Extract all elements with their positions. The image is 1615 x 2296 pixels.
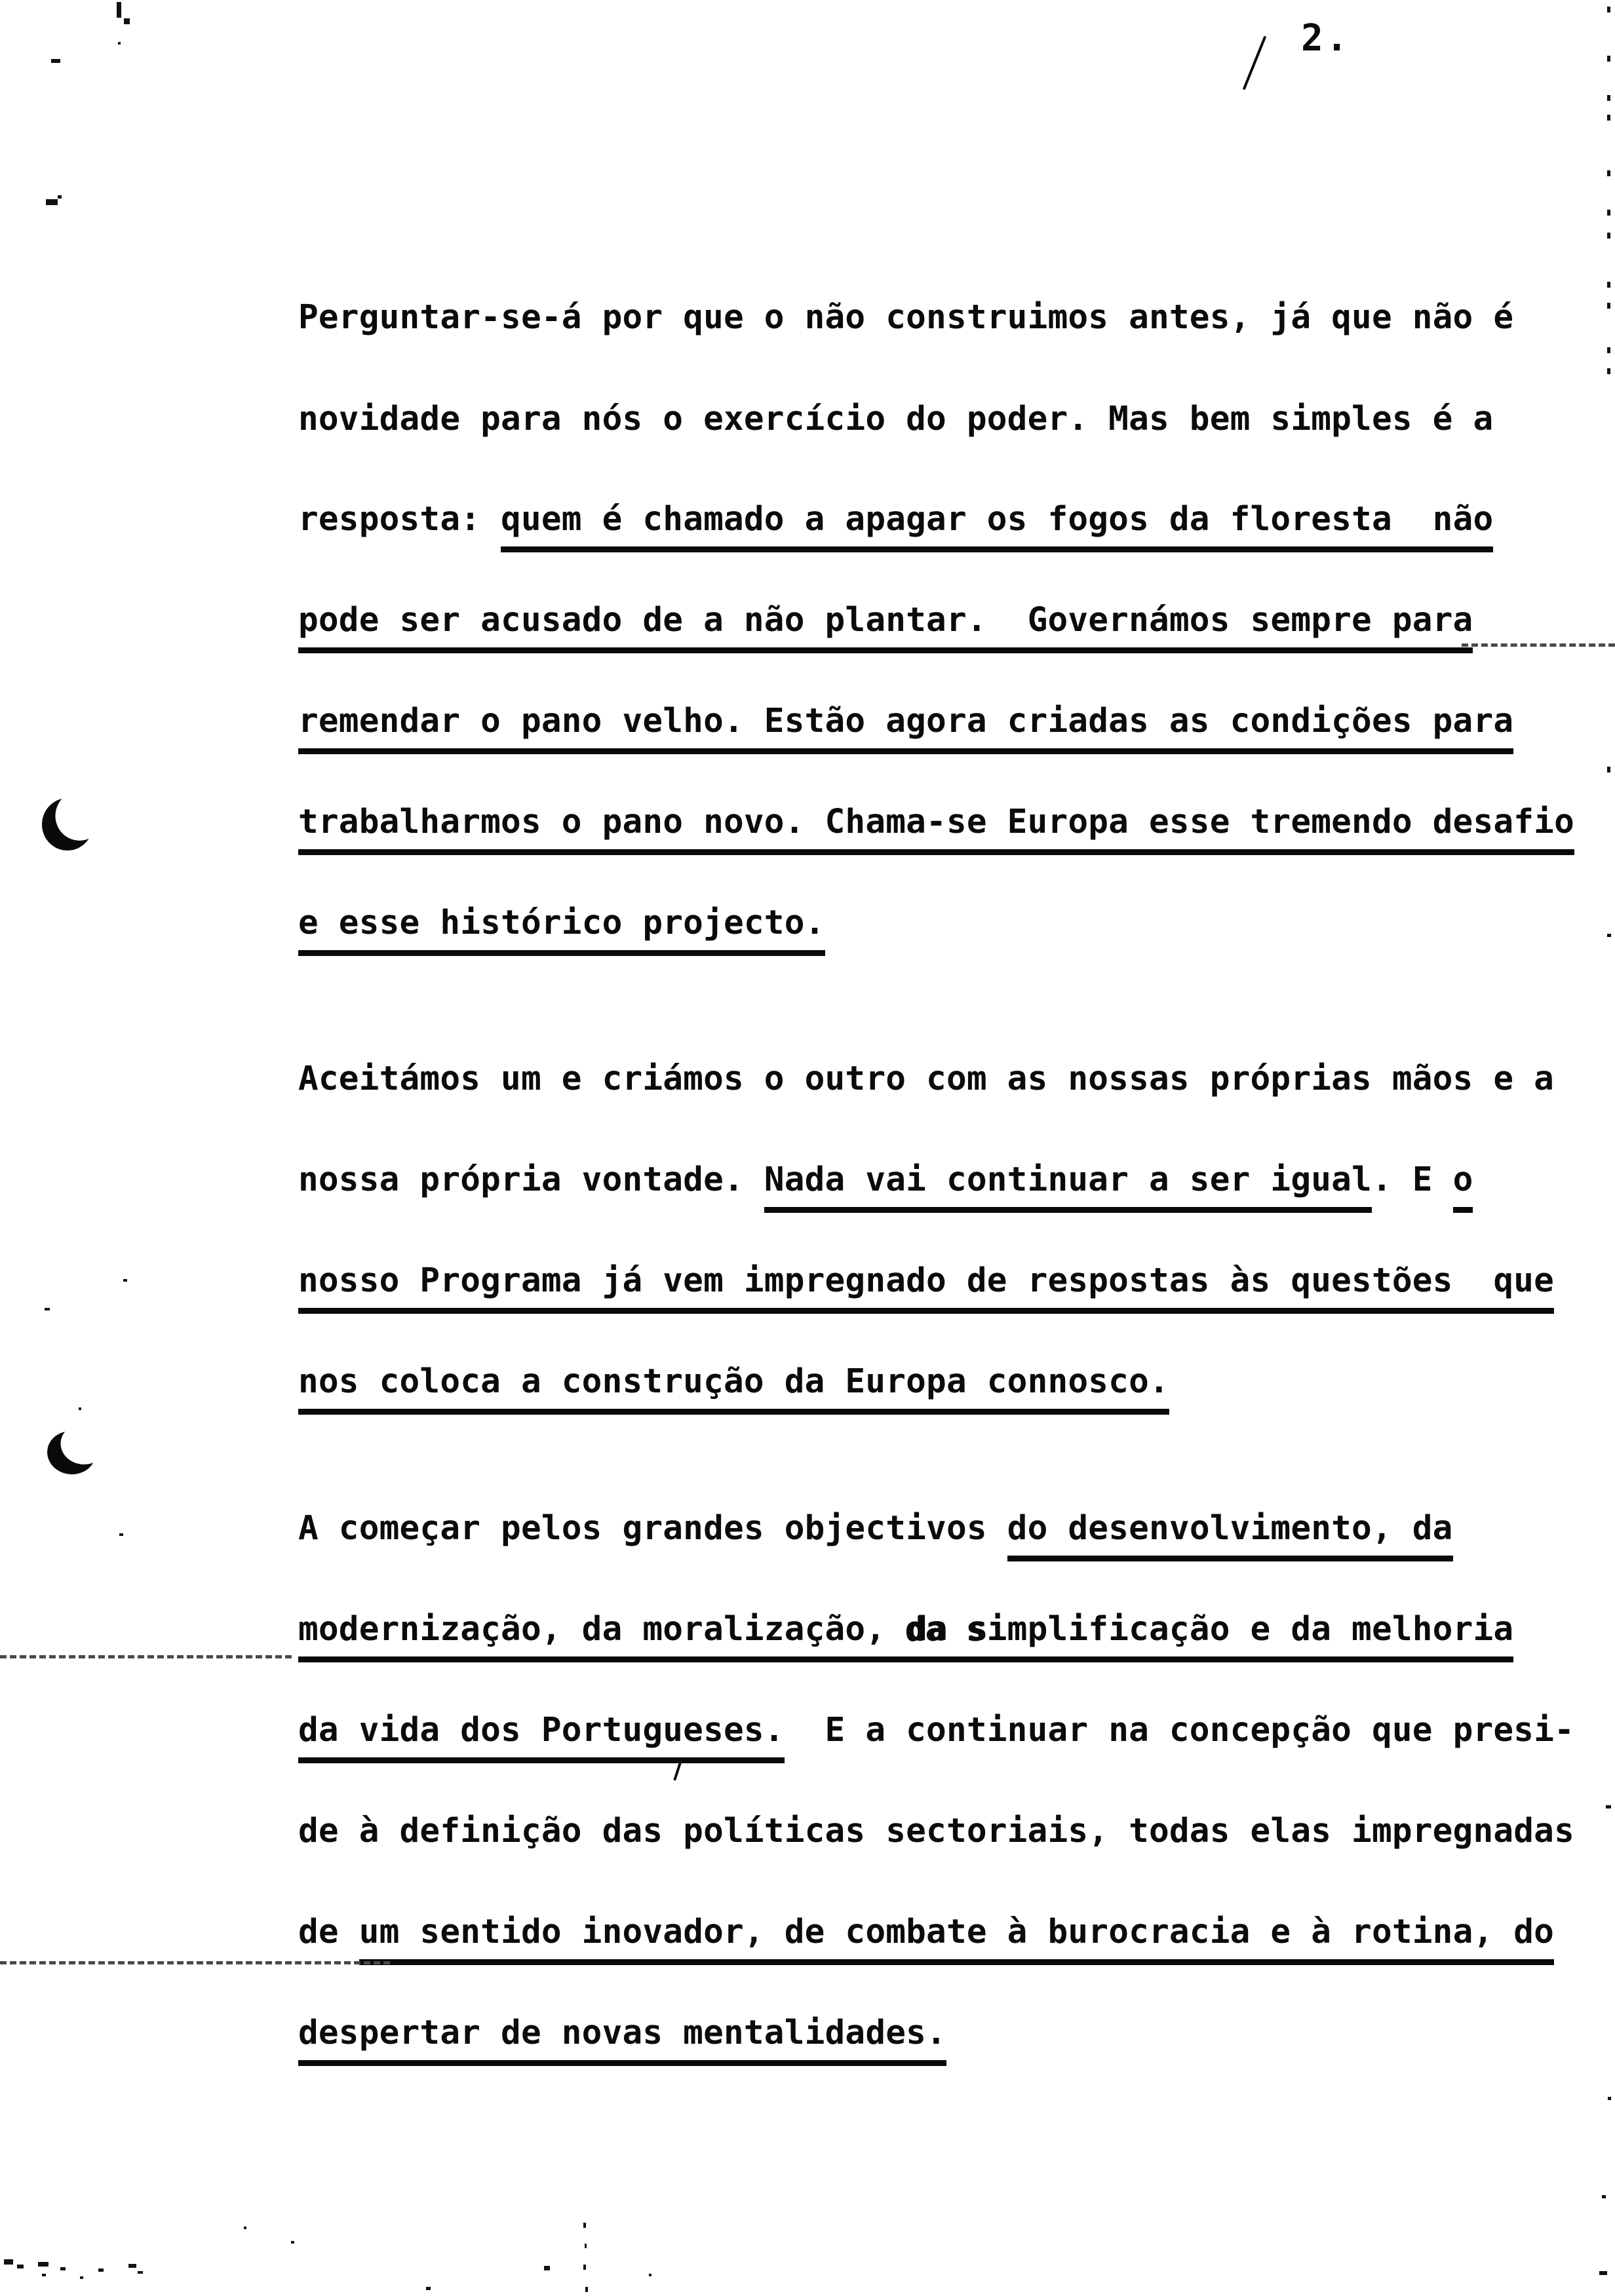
ink-speck: [1607, 767, 1610, 773]
ink-speck: [291, 2241, 294, 2244]
ink-speck: [583, 2223, 586, 2228]
handwritten-crescent-mark: [39, 795, 96, 853]
text-line: [298, 601, 1473, 653]
ink-speck: [1607, 7, 1610, 12]
text-segment: da s: [906, 1610, 987, 1662]
text-segment: e esse histórico projecto.: [298, 904, 825, 956]
ink-speck: [1607, 233, 1610, 239]
ink-speck: [1602, 2195, 1606, 2198]
text-segment: o: [1453, 1160, 1473, 1213]
ink-speck: [98, 2268, 104, 2272]
ink-speck: [80, 2276, 83, 2279]
ink-speck: [649, 2274, 652, 2276]
text-segment: Perguntar-se-á por que o não construimos antes, já que não é: [298, 298, 1514, 337]
ink-speck: [79, 1407, 81, 1410]
text-segment: implificação e da melhoria: [987, 1610, 1514, 1662]
text-segment: um sentido inovador, de combate à burocracia e à rotina, do: [359, 1913, 1554, 1965]
ink-speck: [1607, 95, 1610, 101]
ink-speck: [124, 18, 130, 24]
text-line: [298, 1060, 1554, 1099]
ink-speck: [585, 2244, 587, 2248]
ink-speck: [119, 1533, 123, 1536]
ink-speck: [1608, 2097, 1611, 2100]
text-segment: quem é chamado a apagar os fogos da floresta não: [501, 500, 1493, 552]
text-line: [298, 1261, 1554, 1314]
ink-speck: [583, 2265, 586, 2270]
text-segment: resposta:: [298, 500, 501, 539]
text-line: [298, 904, 825, 956]
text-line: [298, 803, 1574, 855]
ink-speck: [60, 2267, 66, 2270]
ink-speck: [244, 2227, 246, 2229]
ink-speck: [1607, 170, 1610, 176]
text-segment: de: [298, 1913, 359, 1951]
text-line: [298, 1913, 1554, 1965]
text-segment: . E: [1371, 1160, 1453, 1199]
faint-dash-line: [0, 1961, 390, 1964]
text-segment: Aceitámos um e criámos o outro com as nossas próprias mãos e a: [298, 1060, 1555, 1098]
text-segment: nossa própria vontade.: [298, 1160, 764, 1199]
ink-speck: [46, 199, 58, 205]
text-segment: da vida dos Portugueses.: [298, 1711, 785, 1763]
ink-speck: [4, 2259, 13, 2265]
text-line: [298, 1509, 1453, 1561]
text-segment: trabalharmos o pano novo. Chama-se Europa esse tremendo desafio: [298, 803, 1574, 855]
handwritten-crescent-mark: [45, 1428, 98, 1476]
ink-speck: [58, 195, 62, 199]
text-segment: novidade para nós o exercício do poder. Mas bem simples é a: [298, 400, 1494, 438]
ink-speck: [1607, 56, 1610, 62]
text-segment: despertar de novas mentalidades.: [298, 2014, 946, 2066]
ink-speck: [38, 2262, 49, 2267]
text-segment: remendar o pano velho. Estão agora criadas as condições para: [298, 702, 1513, 754]
text-segment: de à definição das políticas sectoriais, todas elas impregnadas: [298, 1812, 1574, 1850]
text-segment: do desenvolvimento, da: [1007, 1509, 1453, 1561]
underline-fragment: [341, 1310, 413, 1314]
faint-dash-line: [1462, 643, 1615, 647]
ink-speck: [128, 2264, 136, 2268]
ink-speck: [1607, 210, 1610, 216]
faint-dash-line: [0, 1655, 292, 1658]
handwritten-stroke: [1243, 35, 1267, 90]
text-line: [298, 400, 1493, 439]
text-segment: A começar pelos grandes objectivos: [298, 1509, 1007, 1548]
text-line: [298, 702, 1513, 754]
ink-speck: [118, 42, 121, 45]
text-segment: E a continuar na concepção que presi-: [784, 1711, 1574, 1750]
text-line: [298, 1160, 1473, 1213]
ink-speck: [138, 2271, 143, 2274]
ink-speck: [17, 2265, 24, 2268]
text-line: [298, 500, 1493, 552]
ink-speck: [1606, 1805, 1611, 1808]
text-line: [298, 1362, 1169, 1415]
text-line: [298, 1711, 1574, 1763]
ink-speck: [544, 2266, 550, 2270]
text-line: [298, 2014, 946, 2066]
ink-speck: [1607, 368, 1610, 374]
ink-speck: [1607, 282, 1610, 288]
ink-speck: [1607, 303, 1610, 309]
text-segment: Nada vai continuar a ser igual: [764, 1160, 1372, 1213]
text-segment: nos coloca a construção da Europa connosco.: [298, 1362, 1169, 1415]
text-segment: modernização, da moralização,: [298, 1610, 906, 1662]
ink-speck: [585, 2287, 588, 2292]
ink-speck: [1607, 115, 1610, 121]
ink-speck: [1599, 2271, 1607, 2275]
ink-speck: [42, 2274, 46, 2276]
ink-speck: [45, 1308, 50, 1311]
ink-speck: [426, 2287, 431, 2290]
page-number: 2.: [1301, 17, 1351, 60]
text-segment: nosso Programa já vem impregnado de respostas às questões que: [298, 1261, 1554, 1314]
text-line: [298, 1812, 1574, 1851]
text-line: [298, 298, 1513, 337]
text-line: [298, 1610, 1513, 1662]
ink-speck: [117, 2, 121, 18]
ink-speck: [123, 1279, 127, 1282]
text-segment: pode ser acusado de a não plantar. Governámos sempre para: [298, 601, 1473, 653]
ink-speck: [1607, 934, 1611, 937]
ink-speck: [51, 59, 60, 63]
ink-speck: [1607, 347, 1610, 353]
